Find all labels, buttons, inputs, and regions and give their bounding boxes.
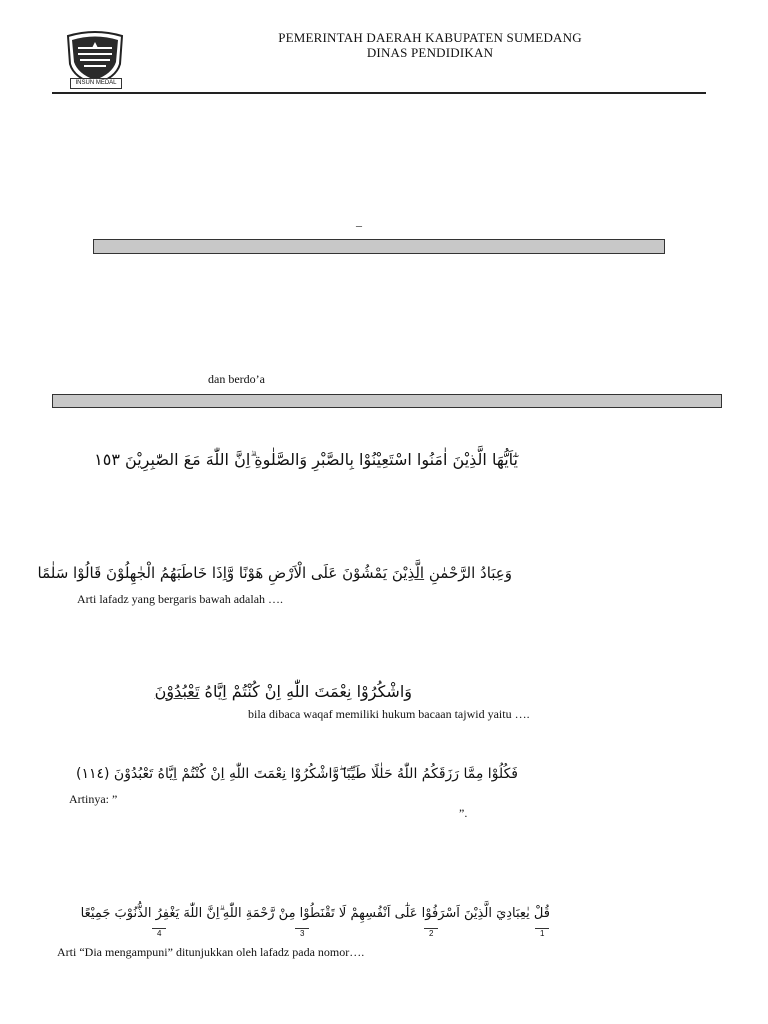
marker-number-1: 1 (540, 929, 545, 938)
question-3-text: bila dibaca waqaf memiliki hukum bacaan tajwid yaitu …. (248, 707, 530, 721)
question-2-text: Arti lafadz yang bergaris bawah adalah …. (77, 592, 284, 606)
quran-verse-4: فَكُلُوْا مِمَّا رَزَقَكُمُ اللّٰهُ حَلٰلًا طَيِّبًا ۖوَّاشْكُرُوْا نِعْمَتَ اللّٰهِ اِنْ كُنْتُمْ اِيَّاهُ تَعْبُدُوْنَ (١١٤) (75, 766, 518, 782)
marker-number-2: 2 (429, 929, 434, 938)
marker-number-4: 4 (157, 929, 162, 938)
verse-2-pre: وَعِبَادُ الرَّحْمٰنِ (424, 564, 512, 582)
verse-3-underlined: تَعْبُدُوْنَ (154, 682, 200, 701)
quran-verse-2 (38, 564, 512, 582)
quran-verse-1: يٰٓاَيُّهَا الَّذِيْنَ اٰمَنُوا اسْتَعِيْنُوْا بِالصَّبْرِ وَالصَّلٰوةِ ۗاِنَّ اللّٰهَ مَعَ الصّٰبِرِيْنَ ١٥٣ (94, 450, 518, 469)
header-divider (52, 92, 706, 94)
question-4-close: ”. (459, 806, 468, 820)
quran-verse-5: قُلْ يٰعِبَادِيَ الَّذِيْنَ اَسْرَفُوْا عَلٰٓى اَنْفُسِهِمْ لَا تَقْنَطُوْا مِنْ رَّحْمَةِ اللّٰهِ ۗاِنَّ اللّٰهَ يَغْفِرُ الذُّنُوْبَ جَمِيْعًا (80, 906, 550, 921)
dash-mark: – (356, 218, 362, 232)
section-text: dan berdo’a (208, 372, 265, 386)
department-name: DINAS PENDIDIKAN (366, 45, 494, 60)
government-name: PEMERINTAH DAERAH KABUPATEN SUMEDANG (278, 30, 582, 45)
section-bar-2 (52, 394, 722, 408)
logo (64, 30, 126, 90)
question-5-text: Arti “Dia mengampuni” ditunjukkan oleh lafadz pada nomor…. (57, 945, 365, 959)
letterhead (200, 30, 660, 60)
verse-3-pre: وَاشْكُرُوْا نِعْمَتَ اللّٰهِ اِنْ كُنْتُمْ اِيَّاهُ (199, 682, 412, 701)
question-4-text: Artinya: ” (69, 792, 118, 806)
logo-caption: INSUN MEDAL (70, 78, 122, 89)
marker-number-3: 3 (300, 929, 305, 938)
section-bar-1 (93, 239, 665, 254)
quran-verse-3 (155, 682, 412, 701)
verse-2-underlined: الَّذِيْنَ (391, 564, 425, 582)
verse-2-post: يَمْشُوْنَ عَلَى الْاَرْضِ هَوْنًا وَّاِذَا خَاطَبَهُمُ الْجٰهِلُوْنَ قَالُوْا سَلٰمًا (37, 564, 392, 582)
